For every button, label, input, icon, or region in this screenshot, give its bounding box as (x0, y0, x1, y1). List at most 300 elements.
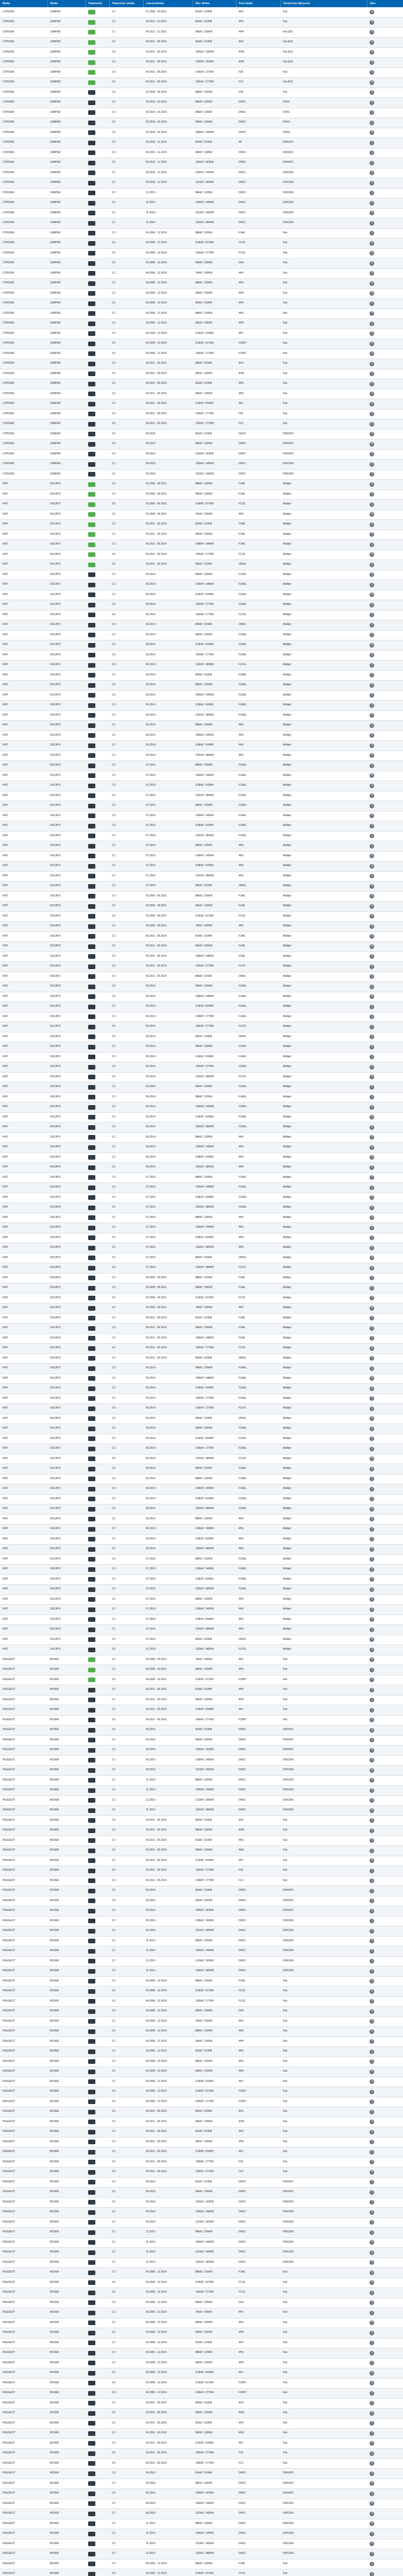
info-icon[interactable]: i (370, 2099, 374, 2104)
table-row[interactable] (0, 2509, 403, 2519)
info-icon[interactable]: i (370, 934, 374, 939)
info-icon[interactable]: i (370, 2562, 374, 2566)
table-row[interactable] (0, 1876, 403, 1886)
table-row[interactable] (0, 650, 403, 660)
info-icon[interactable]: i (370, 1959, 374, 1963)
table-row[interactable] (0, 1444, 403, 1454)
table-row[interactable] (0, 2117, 403, 2127)
info-icon[interactable]: i (370, 814, 374, 818)
info-icon[interactable]: i (370, 1045, 374, 1049)
info-icon[interactable]: i (370, 402, 374, 406)
info-icon[interactable]: i (370, 100, 374, 105)
info-icon[interactable]: i (370, 181, 374, 185)
table-row[interactable] (0, 811, 403, 821)
info-icon[interactable]: i (370, 281, 374, 286)
table-row[interactable] (0, 239, 403, 249)
info-icon[interactable]: i (370, 633, 374, 637)
info-icon[interactable]: i (370, 1226, 374, 1230)
info-icon[interactable]: i (370, 1296, 374, 1300)
info-icon[interactable]: i (370, 342, 374, 346)
info-icon[interactable]: i (370, 1165, 374, 1170)
info-icon[interactable]: i (370, 110, 374, 115)
table-row[interactable] (0, 701, 403, 711)
table-row[interactable] (0, 1374, 403, 1384)
table-row[interactable] (0, 831, 403, 841)
table-row[interactable] (0, 1394, 403, 1404)
table-row[interactable] (0, 1474, 403, 1484)
table-row[interactable] (0, 1956, 403, 1967)
info-icon[interactable]: i (370, 241, 374, 246)
table-row[interactable] (0, 690, 403, 701)
table-row[interactable] (0, 2047, 403, 2057)
info-icon[interactable]: i (370, 1145, 374, 1150)
info-icon[interactable]: i (370, 2291, 374, 2295)
info-icon[interactable]: i (370, 1135, 374, 1140)
info-icon[interactable]: i (370, 1125, 374, 1130)
table-row[interactable] (0, 2378, 403, 2388)
table-row[interactable] (0, 1715, 403, 1725)
info-icon[interactable]: i (370, 2311, 374, 2315)
table-row[interactable] (0, 801, 403, 811)
table-row[interactable] (0, 791, 403, 801)
table-row[interactable] (0, 1153, 403, 1163)
info-icon[interactable]: i (370, 2120, 374, 2124)
table-row[interactable] (0, 1554, 403, 1565)
info-icon[interactable]: i (370, 854, 374, 858)
table-row[interactable] (0, 1012, 403, 1022)
info-icon[interactable]: i (370, 994, 374, 999)
info-icon[interactable]: i (370, 492, 374, 497)
info-icon[interactable]: i (370, 2019, 374, 2024)
table-row[interactable] (0, 1675, 403, 1685)
info-icon[interactable]: i (370, 2521, 374, 2526)
info-icon[interactable]: i (370, 2461, 374, 2466)
table-row[interactable] (0, 419, 403, 430)
table-row[interactable] (0, 2016, 403, 2027)
table-row[interactable] (0, 2358, 403, 2368)
table-row[interactable] (0, 1976, 403, 1987)
table-row[interactable] (0, 289, 403, 299)
info-icon[interactable]: i (370, 743, 374, 748)
info-icon[interactable]: i (370, 1557, 374, 1562)
table-row[interactable] (0, 27, 403, 38)
info-icon[interactable]: i (370, 603, 374, 607)
info-icon[interactable]: i (370, 2351, 374, 2355)
table-row[interactable] (0, 2308, 403, 2318)
table-row[interactable] (0, 600, 403, 611)
table-row[interactable] (0, 630, 403, 640)
info-icon[interactable]: i (370, 1849, 374, 1853)
table-row[interactable] (0, 1283, 403, 1294)
info-icon[interactable]: i (370, 432, 374, 436)
info-icon[interactable]: i (370, 1828, 374, 1833)
table-row[interactable] (0, 841, 403, 852)
info-icon[interactable]: i (370, 2280, 374, 2285)
table-row[interactable] (0, 1353, 403, 1364)
table-row[interactable] (0, 1484, 403, 1495)
table-row[interactable] (0, 1987, 403, 1997)
table-row[interactable] (0, 1303, 403, 1314)
table-row[interactable] (0, 1534, 403, 1545)
info-icon[interactable]: i (370, 2320, 374, 2325)
info-icon[interactable]: i (370, 2381, 374, 2385)
table-row[interactable] (0, 2559, 403, 2569)
info-icon[interactable]: i (370, 2220, 374, 2225)
table-row[interactable] (0, 851, 403, 861)
table-row[interactable] (0, 942, 403, 952)
info-icon[interactable]: i (370, 2090, 374, 2094)
info-icon[interactable]: i (370, 1698, 374, 1702)
info-icon[interactable]: i (370, 1628, 374, 1632)
table-row[interactable] (0, 409, 403, 419)
info-icon[interactable]: i (370, 1929, 374, 1934)
info-icon[interactable]: i (370, 1869, 374, 1873)
table-row[interactable] (0, 1595, 403, 1605)
table-row[interactable] (0, 1082, 403, 1093)
table-row[interactable] (0, 2569, 403, 2576)
table-row[interactable] (0, 1032, 403, 1042)
table-row[interactable] (0, 1545, 403, 1555)
table-row[interactable] (0, 2278, 403, 2288)
table-row[interactable] (0, 2077, 403, 2087)
info-icon[interactable]: i (370, 2009, 374, 2014)
table-row[interactable] (0, 2288, 403, 2298)
info-icon[interactable]: i (370, 10, 374, 14)
table-row[interactable] (0, 2479, 403, 2489)
info-icon[interactable]: i (370, 40, 374, 45)
table-row[interactable] (0, 781, 403, 791)
table-row[interactable] (0, 2027, 403, 2037)
table-row[interactable] (0, 299, 403, 309)
table-row[interactable] (0, 88, 403, 98)
info-icon[interactable]: i (370, 904, 374, 909)
table-row[interactable] (0, 1424, 403, 1434)
table-row[interactable] (0, 1585, 403, 1595)
info-icon[interactable]: i (370, 1075, 374, 1079)
table-row[interactable] (0, 78, 403, 88)
table-row[interactable] (0, 1263, 403, 1274)
info-icon[interactable]: i (370, 2471, 374, 2476)
info-icon[interactable]: i (370, 321, 374, 326)
table-row[interactable] (0, 1052, 403, 1062)
table-row[interactable] (0, 399, 403, 410)
info-icon[interactable]: i (370, 1587, 374, 1592)
info-icon[interactable]: i (370, 2150, 374, 2155)
table-row[interactable] (0, 449, 403, 460)
info-icon[interactable]: i (370, 2331, 374, 2335)
table-row[interactable] (0, 771, 403, 781)
table-row[interactable] (0, 1434, 403, 1444)
info-icon[interactable]: i (370, 2070, 374, 2074)
info-icon[interactable]: i (370, 1456, 374, 1461)
info-icon[interactable]: i (370, 2200, 374, 2205)
info-icon[interactable]: i (370, 371, 374, 376)
info-icon[interactable]: i (370, 1286, 374, 1291)
info-icon[interactable]: i (370, 1537, 374, 1541)
table-row[interactable] (0, 38, 403, 48)
info-icon[interactable]: i (370, 331, 374, 336)
info-icon[interactable]: i (370, 773, 374, 778)
table-row[interactable] (0, 469, 403, 480)
info-icon[interactable]: i (370, 20, 374, 25)
info-icon[interactable]: i (370, 1858, 374, 1863)
table-row[interactable] (0, 710, 403, 721)
table-row[interactable] (0, 731, 403, 741)
table-row[interactable] (0, 1504, 403, 1515)
info-icon[interactable]: i (370, 452, 374, 456)
table-row[interactable] (0, 1384, 403, 1394)
table-row[interactable] (0, 460, 403, 470)
info-icon[interactable]: i (370, 231, 374, 235)
info-icon[interactable]: i (370, 1889, 374, 1893)
info-icon[interactable]: i (370, 2130, 374, 2134)
info-icon[interactable]: i (370, 130, 374, 135)
table-row[interactable] (0, 1132, 403, 1143)
info-icon[interactable]: i (370, 2431, 374, 2436)
table-row[interactable] (0, 2328, 403, 2338)
info-icon[interactable]: i (370, 864, 374, 869)
table-row[interactable] (0, 1072, 403, 1082)
info-icon[interactable]: i (370, 1567, 374, 1572)
table-row[interactable] (0, 1514, 403, 1524)
table-row[interactable] (0, 1524, 403, 1535)
table-row[interactable] (0, 1494, 403, 1504)
table-row[interactable] (0, 259, 403, 269)
table-row[interactable] (0, 1364, 403, 1374)
info-icon[interactable]: i (370, 1346, 374, 1351)
info-icon[interactable]: i (370, 884, 374, 889)
table-row[interactable] (0, 1022, 403, 1032)
info-icon[interactable]: i (370, 291, 374, 296)
table-row[interactable] (0, 108, 403, 118)
info-icon[interactable]: i (370, 1688, 374, 1692)
info-icon[interactable]: i (370, 1256, 374, 1260)
table-row[interactable] (0, 1886, 403, 1896)
table-row[interactable] (0, 248, 403, 259)
info-icon[interactable]: i (370, 914, 374, 919)
info-icon[interactable]: i (370, 954, 374, 959)
table-row[interactable] (0, 2037, 403, 2047)
table-row[interactable] (0, 309, 403, 319)
info-icon[interactable]: i (370, 784, 374, 788)
table-row[interactable] (0, 1273, 403, 1283)
table-row[interactable] (0, 1856, 403, 1866)
table-row[interactable] (0, 1645, 403, 1655)
table-row[interactable] (0, 922, 403, 932)
info-icon[interactable]: i (370, 1195, 374, 1200)
table-row[interactable] (0, 1233, 403, 1243)
table-row[interactable] (0, 329, 403, 339)
table-row[interactable] (0, 510, 403, 520)
info-icon[interactable]: i (370, 2552, 374, 2556)
info-icon[interactable]: i (370, 2371, 374, 2376)
table-row[interactable] (0, 349, 403, 359)
table-row[interactable] (0, 660, 403, 671)
info-icon[interactable]: i (370, 30, 374, 35)
table-row[interactable] (0, 590, 403, 600)
info-icon[interactable]: i (370, 964, 374, 969)
info-icon[interactable]: i (370, 1155, 374, 1160)
info-icon[interactable]: i (370, 1798, 374, 1803)
info-icon[interactable]: i (370, 201, 374, 206)
table-row[interactable] (0, 2268, 403, 2278)
table-row[interactable] (0, 962, 403, 972)
table-row[interactable] (0, 2368, 403, 2379)
table-row[interactable] (0, 610, 403, 620)
info-icon[interactable]: i (370, 2481, 374, 2486)
table-row[interactable] (0, 168, 403, 178)
info-icon[interactable]: i (370, 1999, 374, 2004)
info-icon[interactable]: i (370, 2532, 374, 2536)
table-row[interactable] (0, 268, 403, 279)
table-row[interactable] (0, 1213, 403, 1223)
table-row[interactable] (0, 1635, 403, 1645)
info-icon[interactable]: i (370, 271, 374, 276)
table-row[interactable] (0, 1665, 403, 1675)
table-row[interactable] (0, 1565, 403, 1575)
info-icon[interactable]: i (370, 2079, 374, 2084)
info-icon[interactable]: i (370, 552, 374, 557)
table-row[interactable] (0, 2137, 403, 2147)
info-icon[interactable]: i (370, 613, 374, 617)
table-row[interactable] (0, 1936, 403, 1946)
table-row[interactable] (0, 1735, 403, 1745)
info-icon[interactable]: i (370, 1577, 374, 1582)
table-row[interactable] (0, 1454, 403, 1464)
info-icon[interactable]: i (370, 944, 374, 949)
info-icon[interactable]: i (370, 2140, 374, 2144)
table-row[interactable] (0, 1755, 403, 1766)
info-icon[interactable]: i (370, 2260, 374, 2265)
info-icon[interactable]: i (370, 392, 374, 396)
table-row[interactable] (0, 2388, 403, 2399)
info-icon[interactable]: i (370, 1336, 374, 1341)
info-icon[interactable]: i (370, 2210, 374, 2215)
table-row[interactable] (0, 198, 403, 209)
table-row[interactable] (0, 1344, 403, 1354)
table-row[interactable] (0, 1996, 403, 2007)
info-icon[interactable]: i (370, 1436, 374, 1441)
table-row[interactable] (0, 2348, 403, 2359)
info-icon[interactable]: i (370, 1607, 374, 1612)
info-icon[interactable]: i (370, 221, 374, 226)
info-icon[interactable]: i (370, 2492, 374, 2496)
info-icon[interactable]: i (370, 1668, 374, 1672)
info-icon[interactable]: i (370, 2110, 374, 2114)
table-row[interactable] (0, 439, 403, 450)
table-row[interactable] (0, 1404, 403, 1414)
table-row[interactable] (0, 2238, 403, 2248)
info-icon[interactable]: i (370, 793, 374, 798)
table-row[interactable] (0, 952, 403, 962)
table-row[interactable] (0, 2418, 403, 2429)
table-row[interactable] (0, 1836, 403, 1846)
info-icon[interactable]: i (370, 1778, 374, 1783)
info-icon[interactable]: i (370, 2059, 374, 2064)
info-icon[interactable]: i (370, 683, 374, 688)
info-icon[interactable]: i (370, 2501, 374, 2506)
table-row[interactable] (0, 2519, 403, 2529)
info-icon[interactable]: i (370, 2170, 374, 2175)
table-row[interactable] (0, 2107, 403, 2117)
info-icon[interactable]: i (370, 753, 374, 758)
table-row[interactable] (0, 1967, 403, 1977)
table-row[interactable] (0, 2298, 403, 2308)
info-icon[interactable]: i (370, 1356, 374, 1361)
table-row[interactable] (0, 369, 403, 379)
table-row[interactable] (0, 882, 403, 892)
info-icon[interactable]: i (370, 643, 374, 648)
table-row[interactable] (0, 1916, 403, 1926)
table-row[interactable] (0, 2438, 403, 2449)
info-icon[interactable]: i (370, 985, 374, 989)
table-row[interactable] (0, 319, 403, 329)
info-icon[interactable]: i (370, 2180, 374, 2184)
table-row[interactable] (0, 931, 403, 942)
info-icon[interactable]: i (370, 1899, 374, 1903)
table-row[interactable] (0, 1062, 403, 1073)
info-icon[interactable]: i (370, 2341, 374, 2345)
info-icon[interactable]: i (370, 261, 374, 266)
table-row[interactable] (0, 560, 403, 570)
info-icon[interactable]: i (370, 1235, 374, 1240)
table-row[interactable] (0, 540, 403, 550)
info-icon[interactable]: i (370, 2029, 374, 2034)
table-row[interactable] (0, 188, 403, 198)
table-row[interactable] (0, 1333, 403, 1344)
table-row[interactable] (0, 1173, 403, 1183)
table-row[interactable] (0, 1946, 403, 1957)
table-row[interactable] (0, 1695, 403, 1705)
table-row[interactable] (0, 982, 403, 992)
info-icon[interactable]: i (370, 1326, 374, 1331)
table-row[interactable] (0, 18, 403, 28)
info-icon[interactable]: i (370, 563, 374, 567)
info-icon[interactable]: i (370, 60, 374, 65)
table-row[interactable] (0, 721, 403, 731)
table-row[interactable] (0, 2459, 403, 2469)
info-icon[interactable]: i (370, 1547, 374, 1552)
table-row[interactable] (0, 1866, 403, 1876)
info-icon[interactable]: i (370, 211, 374, 215)
info-icon[interactable]: i (370, 1185, 374, 1190)
info-icon[interactable]: i (370, 1939, 374, 1943)
info-icon[interactable]: i (370, 502, 374, 507)
info-icon[interactable]: i (370, 50, 374, 55)
info-icon[interactable]: i (370, 1447, 374, 1451)
info-icon[interactable]: i (370, 2270, 374, 2275)
info-icon[interactable]: i (370, 673, 374, 677)
table-row[interactable] (0, 1846, 403, 1856)
table-row[interactable] (0, 1574, 403, 1585)
table-row[interactable] (0, 2248, 403, 2258)
table-row[interactable] (0, 1193, 403, 1203)
info-icon[interactable]: i (370, 1246, 374, 1250)
table-row[interactable] (0, 178, 403, 189)
info-icon[interactable]: i (370, 482, 374, 487)
info-icon[interactable]: i (370, 1376, 374, 1381)
info-icon[interactable]: i (370, 1065, 374, 1070)
table-row[interactable] (0, 379, 403, 389)
table-row[interactable] (0, 1806, 403, 1816)
table-row[interactable] (0, 580, 403, 590)
info-icon[interactable]: i (370, 171, 374, 175)
info-icon[interactable]: i (370, 382, 374, 386)
table-row[interactable] (0, 2087, 403, 2097)
info-icon[interactable]: i (370, 80, 374, 85)
info-icon[interactable]: i (370, 2421, 374, 2426)
table-row[interactable] (0, 1705, 403, 1716)
